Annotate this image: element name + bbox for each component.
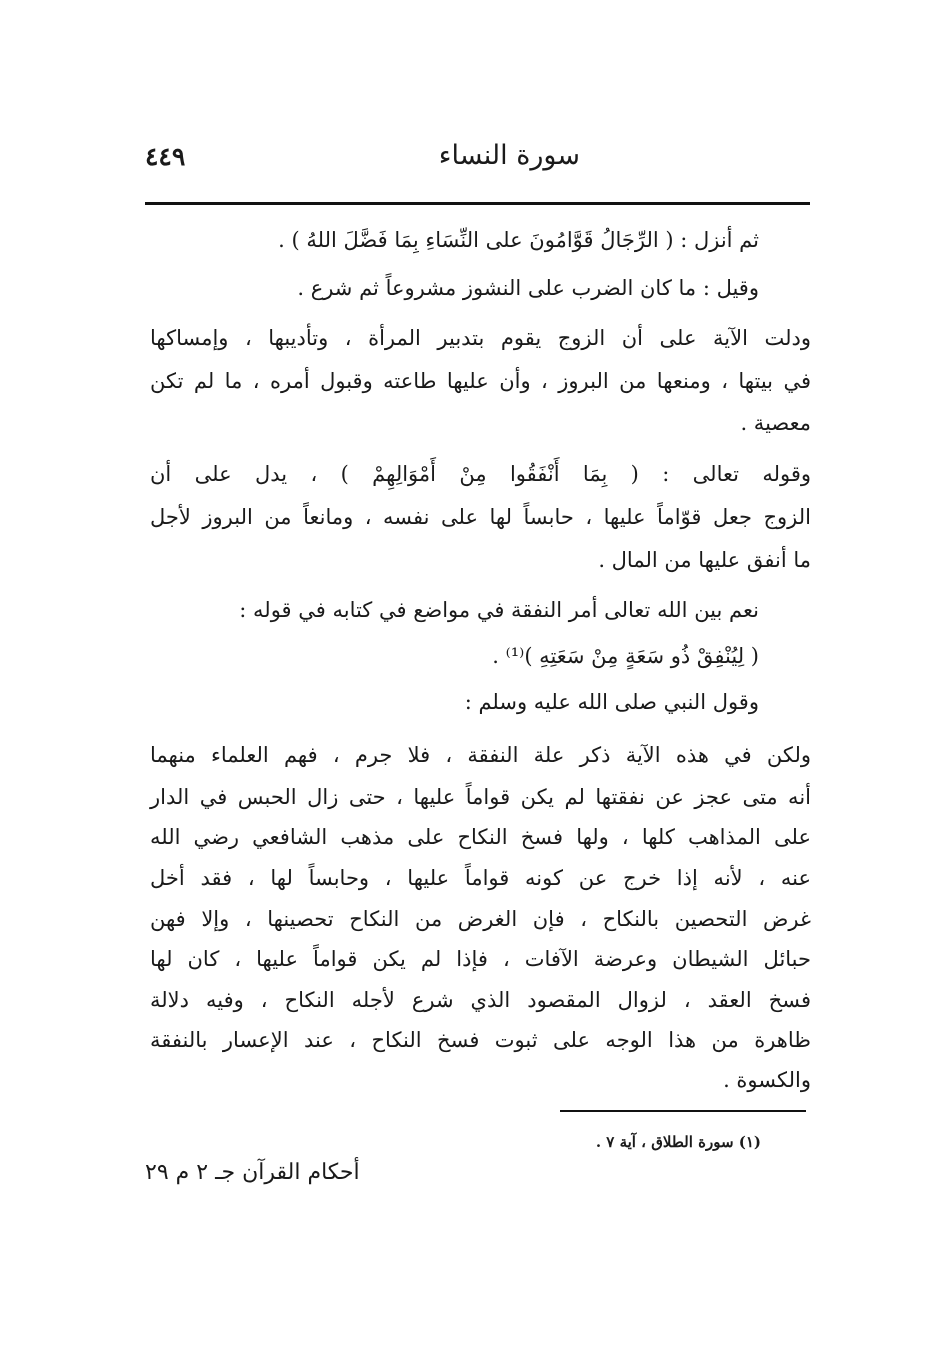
page-number: ٤٤٩ xyxy=(145,142,186,171)
text-line: غرض التحصين بالنكاح ، فإن الغرض من النكاح تحصينها ، وإلا فهن xyxy=(150,907,811,931)
text-line: فسخ العقد ، لزوال المقصود الذي شرع لأجله النكاح ، وفيه دلالة xyxy=(150,988,811,1012)
text-line: ودلت الآية على أن الزوج يقوم بتدبير المرأة ، وتأديبها ، وإمساكها xyxy=(150,326,811,350)
text-line: على المذاهب كلها ، ولها فسخ النكاح على مذهب الشافعي رضي الله xyxy=(150,825,811,849)
header-rule xyxy=(145,202,810,205)
text-line: نعم بين الله تعالى أمر النفقة في مواضع في كتابه في قوله : xyxy=(239,598,759,622)
text-line: ما أنفق عليها من المال . xyxy=(598,548,811,572)
text-line: وقيل : ما كان الضرب على النشوز مشروعاً ثم شرع . xyxy=(297,276,759,300)
text-line: حبائل الشيطان وعرضة الآفات ، فإذا لم يكن قواماً عليها ، كان لها xyxy=(150,947,811,971)
surah-title: سورة النساء xyxy=(438,140,580,171)
footnote-rule xyxy=(560,1110,806,1112)
text-line: في بيتها ، ومنعها من البروز ، وأن عليها طاعته وقبول أمره ، ما لم تكن xyxy=(150,369,811,393)
text-line: والكسوة . xyxy=(723,1068,811,1092)
volume-signature: أحكام القرآن جـ ٢ م ٢٩ xyxy=(145,1160,360,1185)
text-line: ظاهرة من هذا الوجه على ثبوت فسخ النكاح ، عند الإعسار بالنفقة xyxy=(150,1028,811,1052)
footnote: (١) سورة الطلاق ، آية ٧ . xyxy=(595,1133,761,1151)
text-line: وقوله تعالى : ( بِمَا أَنْفَقُوا مِنْ أَمْوَالِهِمْ ) ، يدل على أن xyxy=(150,462,811,486)
text-line: ولكن في هذه الآية ذكر علة النفقة ، فلا جرم ، فهم العلماء منهما xyxy=(150,743,811,767)
page-header xyxy=(145,140,810,184)
text-line: وقول النبي صلى الله عليه وسلم : xyxy=(464,690,759,714)
text-line: الزوج جعل قوّاماً عليها ، حابساً لها على نفسه ، ومانعاً من البروز لأجل xyxy=(150,505,811,529)
text-line: معصية . xyxy=(740,411,811,435)
quran-verse: ( لِيُنْفِقْ ذُو سَعَةٍ مِنْ سَعَتِهِ )⁽¹⁾ . xyxy=(492,644,759,668)
text-line: عنه ، لأنه إذا خرج عن كونه قواماً عليها ، وحابساً لها ، فقد أخل xyxy=(150,866,811,890)
text-line: أنه متى عجز عن نفقتها لم يكن قواماً عليها ، حتى زال الحبس في الدار xyxy=(150,785,811,809)
text-line: ثم أنزل : ( الرِّجَالُ قَوَّامُونَ على النِّسَاءِ بِمَا فَضَّلَ اللهُ ) . xyxy=(278,228,759,252)
